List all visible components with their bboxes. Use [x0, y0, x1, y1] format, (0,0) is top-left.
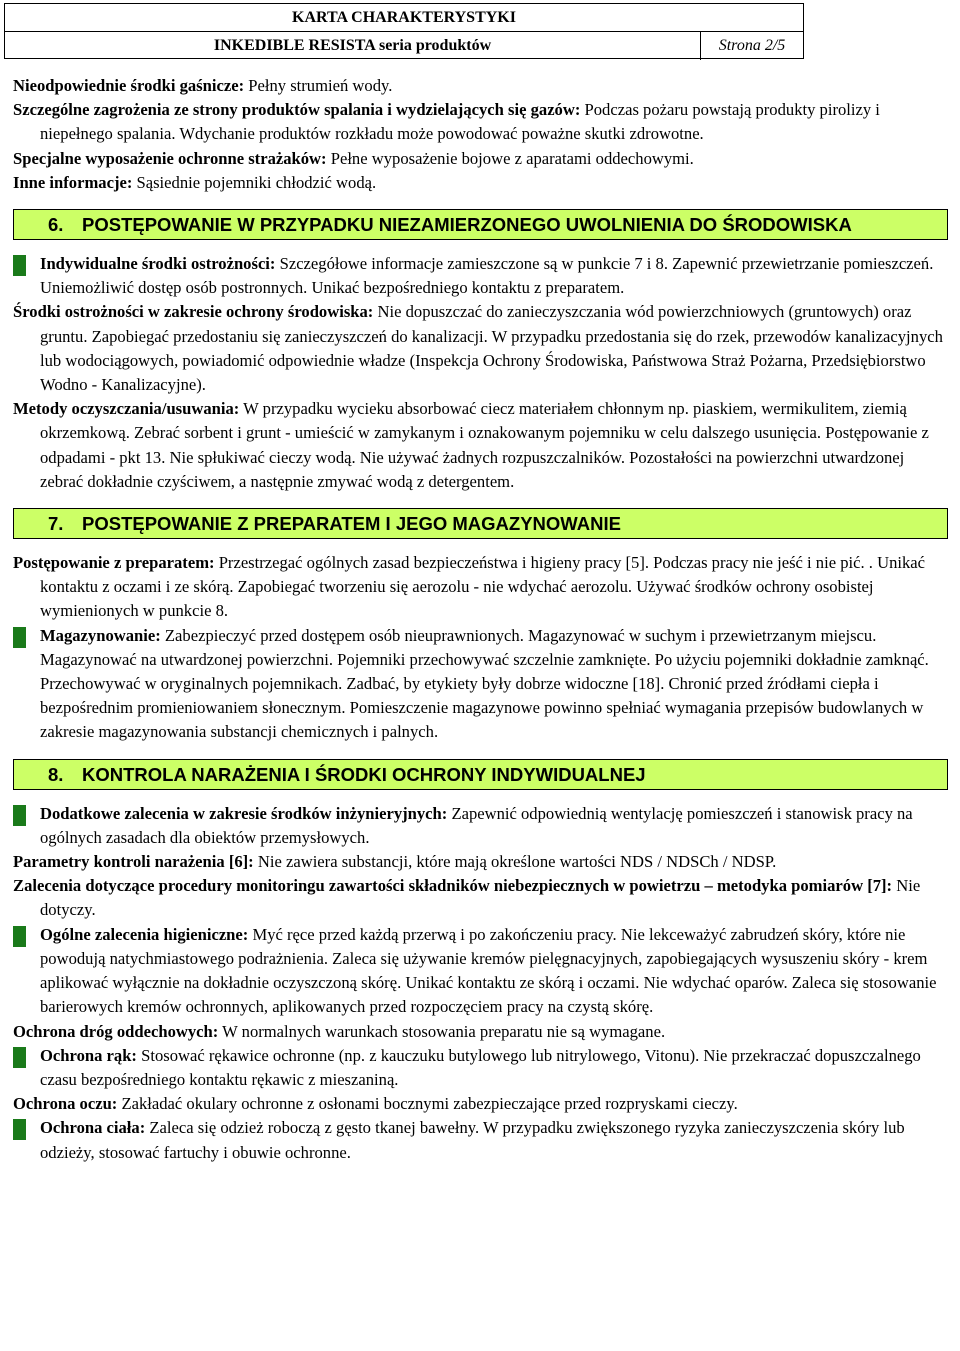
change-bar [13, 255, 26, 276]
page-number: Strona 2/5 [718, 37, 786, 54]
intro-paragraph: Specjalne wyposażenie ochronne strażaków: Pełne wyposażenie bojowe z aparatami oddechowymi. [13, 148, 694, 168]
document-title: KARTA CHARAKTERYSTYKI [5, 4, 803, 32]
section-7-body [13, 551, 948, 745]
intro-paragraph: Inne informacje: Sąsiednie pojemniki chłodzić wodą. [13, 172, 377, 192]
section-number: 8. [48, 763, 64, 785]
change-bar [13, 805, 26, 826]
section-paragraph: Ochrona ciała: Zaleca się odzież roboczą z gęsto tkanej bawełny. W przypadku zwiększonego ryzyka zanieczyszczenia skóry lub odzieży, stosować fartuchy i obuwie ochronne. [13, 1116, 948, 1164]
section-title: KONTROLA NARAŻENIA I ŚRODKI OCHRONY INDYWIDUALNEJ [82, 763, 646, 785]
section-number: 6. [48, 214, 64, 236]
section-paragraph: Ogólne zalecenia higieniczne: Myć ręce przed każdą przerwą i po zakończeniu pracy. Nie lekceważyć zabrudzeń skóry, które nie powodują natychmiastowego podrażnienia. Zaleca się używanie kremów pielęgnacyjnych, zapobiegających wysuszeniu skóry - krem aplikować wyłącznie na dokładnie oczyszczoną skórę. Unikać kontaktu ze skórą i oczami. Nie wdychać oparów. Zaleca się stosowanie barierowych kremów ochronnych, aplikowanych przed rozpoczęciem pracy na czystą skórę. [13, 923, 948, 1020]
change-bar [13, 627, 26, 648]
section-paragraph: Indywidualne środki ostrożności: Szczegółowe informacje zamieszczone są w punkcie 7 i 8. Zapewnić przewietrzanie pomieszczeń. Uniemożliwić dostęp osób postronnych. Unikać bezpośredniego kontaktu z preparatem. [13, 252, 948, 300]
section-paragraph: Zalecenia dotyczące procedury monitoringu zawartości składników niebezpiecznych w powietrzu – metodyka pomiarów [7]: Nie dotyczy. [13, 876, 921, 920]
section-paragraph: Ochrona dróg oddechowych: W normalnych warunkach stosowania preparatu nie są wymagane. [13, 1021, 666, 1041]
section-title: POSTĘPOWANIE W PRZYPADKU NIEZAMIERZONEGO UWOLNIENIA DO ŚRODOWISKA [82, 214, 852, 236]
section-number: 7. [48, 513, 64, 535]
section-6-heading [13, 209, 948, 240]
intro-block [13, 74, 948, 195]
document-body [13, 74, 948, 1165]
section-paragraph: Środki ostrożności w zakresie ochrony środowiska: Nie dopuszczać do zanieczyszczania wód powierzchniowych (gruntowych) oraz gruntu. Zapobiegać przedostaniu się zanieczyszczeń do kanalizacji. W przypadku przedostania się do rzek, przewodów kanalizacyjnych lub wodociągowych, powiadomić odpowiednie władze (Inspekcja Ochrony Środowiska, Państwowa Straż Pożarna, Przedsiębiorstwo Wodno - Kanalizacyjne). [13, 302, 943, 395]
product-name: INKEDIBLE RESISTA seria produktów [5, 32, 701, 60]
section-paragraph: Ochrona oczu: Zakładać okulary ochronne z osłonami bocznymi zabezpieczające przed rozpryskami cieczy. [13, 1094, 738, 1114]
change-bar [13, 1119, 26, 1140]
section-7-heading [13, 508, 948, 539]
section-paragraph: Ochrona rąk: Stosować rękawice ochronne (np. z kauczuku butylowego lub nitrylowego, Vitonu). Nie przekraczać dopuszczalnego czasu bezpośredniego kontaktu rękawic z mieszaniną. [13, 1044, 948, 1092]
section-paragraph: Dodatkowe zalecenia w zakresie środków inżynieryjnych: Zapewnić odpowiednią wentylację pomieszczeń i stanowisk pracy na ogólnych zasadach dla obiektów przemysłowych. [13, 802, 948, 850]
document-header [4, 3, 804, 59]
section-paragraph: Parametry kontroli narażenia [6]: Nie zawiera substancji, które mają określone wartości NDS / NDSCh / NDSP. [13, 852, 777, 872]
section-8-heading [13, 759, 948, 790]
section-paragraph: Postępowanie z preparatem: Przestrzegać ogólnych zasad bezpieczeństwa i higieny pracy [5]. Podczas pracy nie jeść i nie pić. . Unikać kontaktu z oczami i ze skórą. Zapobiegać tworzeniu się aerozolu - nie wdychać aerozolu. Używać środków ochrony osobistej wymienionych w punkcie 8. [13, 553, 926, 621]
intro-paragraph: Nieodpowiednie środki gaśnicze: Pełny strumień wody. [13, 76, 393, 95]
intro-paragraph: Szczególne zagrożenia ze strony produktów spalania i wydzielających się gazów: Podczas pożaru powstają produkty pirolizy i niepełnego spalania. Wdychanie produktów rozkładu może powodować poważne skutki zdrowotne. [13, 100, 880, 144]
section-8-body [13, 802, 948, 1165]
section-6-body [13, 252, 948, 494]
section-paragraph: Metody oczyszczania/usuwania: W przypadku wycieku absorbować ciecz materiałem chłonnym np. piaskiem, wermikulitem, ziemią okrzemkową. Zebrać sorbent i grunt - umieścić w zamykanym i oznakowanym pojemniku w celu dalszego usunięcia. Postępowanie z odpadami - pkt 13. Nie spłukiwać cieczy wodą. Nie używać żadnych rozpuszczalników. Pozostałości na powierzchni utwardzonej zebrać dokładnie czyściwem, a następnie zmywać wodą z detergentem. [13, 399, 929, 491]
section-title: POSTĘPOWANIE Z PREPARATEM I JEGO MAGAZYNOWANIE [82, 513, 621, 535]
change-bar [13, 1047, 26, 1068]
section-paragraph: Magazynowanie: Zabezpieczyć przed dostępem osób nieuprawnionych. Magazynować w suchym i przewietrzanym miejscu. Magazynować na utwardzonej powierzchni. Pojemniki przechowywać szczelnie zamknięte. Po użyciu pojemniki dokładnie zamknąć. Przechowywać w oryginalnych pojemnikach. Zadbać, by etykiety były dobrze widoczne [18]. Chronić przed źródłami ciepła i bezpośrednim promieniowaniem słonecznym. Pomieszczenie magazynowe powinno spełniać wymagania przepisów budowlanych w zakresie magazynowania substancji chemicznych i palnych. [13, 624, 948, 745]
change-bar [13, 926, 26, 947]
